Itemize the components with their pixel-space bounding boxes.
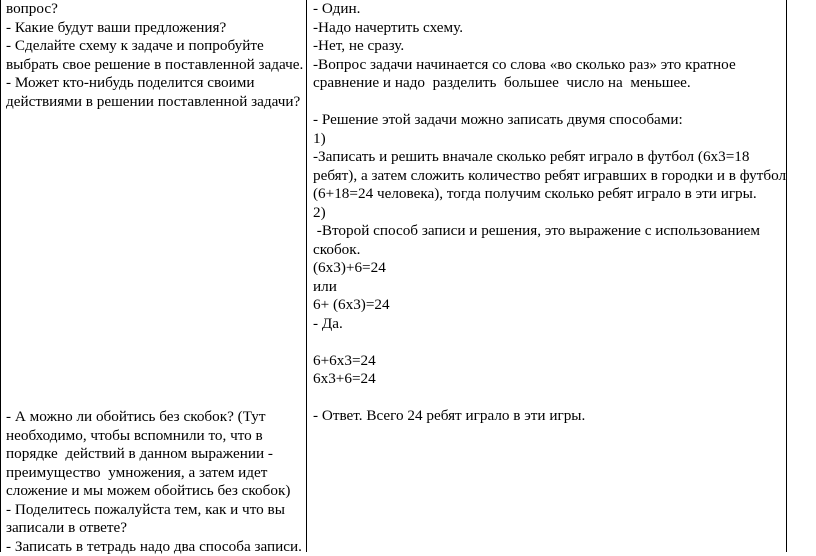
text-line: вопрос? — [6, 0, 303, 19]
text-line: -Нет, не сразу. — [313, 37, 786, 56]
text-line: скобок. — [313, 241, 786, 260]
text-line: -Надо начертить схему. — [313, 19, 786, 38]
text-line: -Записать и решить вначале сколько ребят играло в футбол (6х3=18 — [313, 148, 786, 167]
text-line: - Какие будут ваши предложения? — [6, 19, 303, 38]
text-line: выбрать свое решение в поставленной задаче. — [6, 56, 303, 75]
text-line: - Один. — [313, 0, 786, 19]
text-line: необходимо, чтобы вспомнили то, что в — [6, 427, 302, 446]
text-line: - Решение этой задачи можно записать двумя способами: — [313, 111, 786, 130]
text-line: - Может кто-нибудь поделится своими — [6, 74, 303, 93]
table-left-border — [0, 0, 1, 552]
text-line: -Второй способ записи и решения, это выражение с использованием — [313, 222, 786, 241]
text-line: сложение и мы можем обойтись без скобок) — [6, 482, 302, 501]
text-line: или — [313, 278, 786, 297]
text-line: действиями в решении поставленной задачи? — [6, 93, 303, 112]
teacher-questions-bottom — [6, 408, 302, 556]
text-line: - Сделайте схему к задаче и попробуйте — [6, 37, 303, 56]
text-line: (6+18=24 человека), тогда получим сколько ребят играло в эти игры. — [313, 185, 786, 204]
text-line: -Вопрос задачи начинается со слова «во сколько раз» это кратное — [313, 56, 786, 75]
text-line: ребят), а затем сложить количество ребят игравших в городки и в футбол — [313, 167, 786, 186]
text-line: (6х3)+6=24 — [313, 259, 786, 278]
text-line: 6+ (6х3)=24 — [313, 296, 786, 315]
text-line: - Поделитесь пожалуйста тем, как и что вы — [6, 501, 302, 520]
text-line: преимущество умножения, а затем идет — [6, 464, 302, 483]
column-divider — [306, 0, 307, 552]
text-line: 1) — [313, 130, 786, 149]
text-line: - Ответ. Всего 24 ребят играло в эти игры. — [313, 407, 786, 426]
text-line: сравнение и надо разделить большее число на меньшее. — [313, 74, 786, 93]
text-line: 6х3+6=24 — [313, 370, 786, 389]
text-line: - Записать в тетрадь надо два способа записи. — [6, 538, 302, 556]
blank-line — [313, 389, 786, 408]
teacher-questions-top — [6, 0, 303, 111]
student-answers — [313, 0, 786, 426]
text-line: - Да. — [313, 315, 786, 334]
text-line: - А можно ли обойтись без скобок? (Тут — [6, 408, 302, 427]
text-line: 2) — [313, 204, 786, 223]
text-line: порядке действий в данном выражении - — [6, 445, 302, 464]
text-line: записали в ответе? — [6, 519, 302, 538]
blank-line — [313, 93, 786, 112]
text-line: 6+6х3=24 — [313, 352, 786, 371]
blank-line — [313, 333, 786, 352]
table-right-border — [786, 0, 787, 552]
